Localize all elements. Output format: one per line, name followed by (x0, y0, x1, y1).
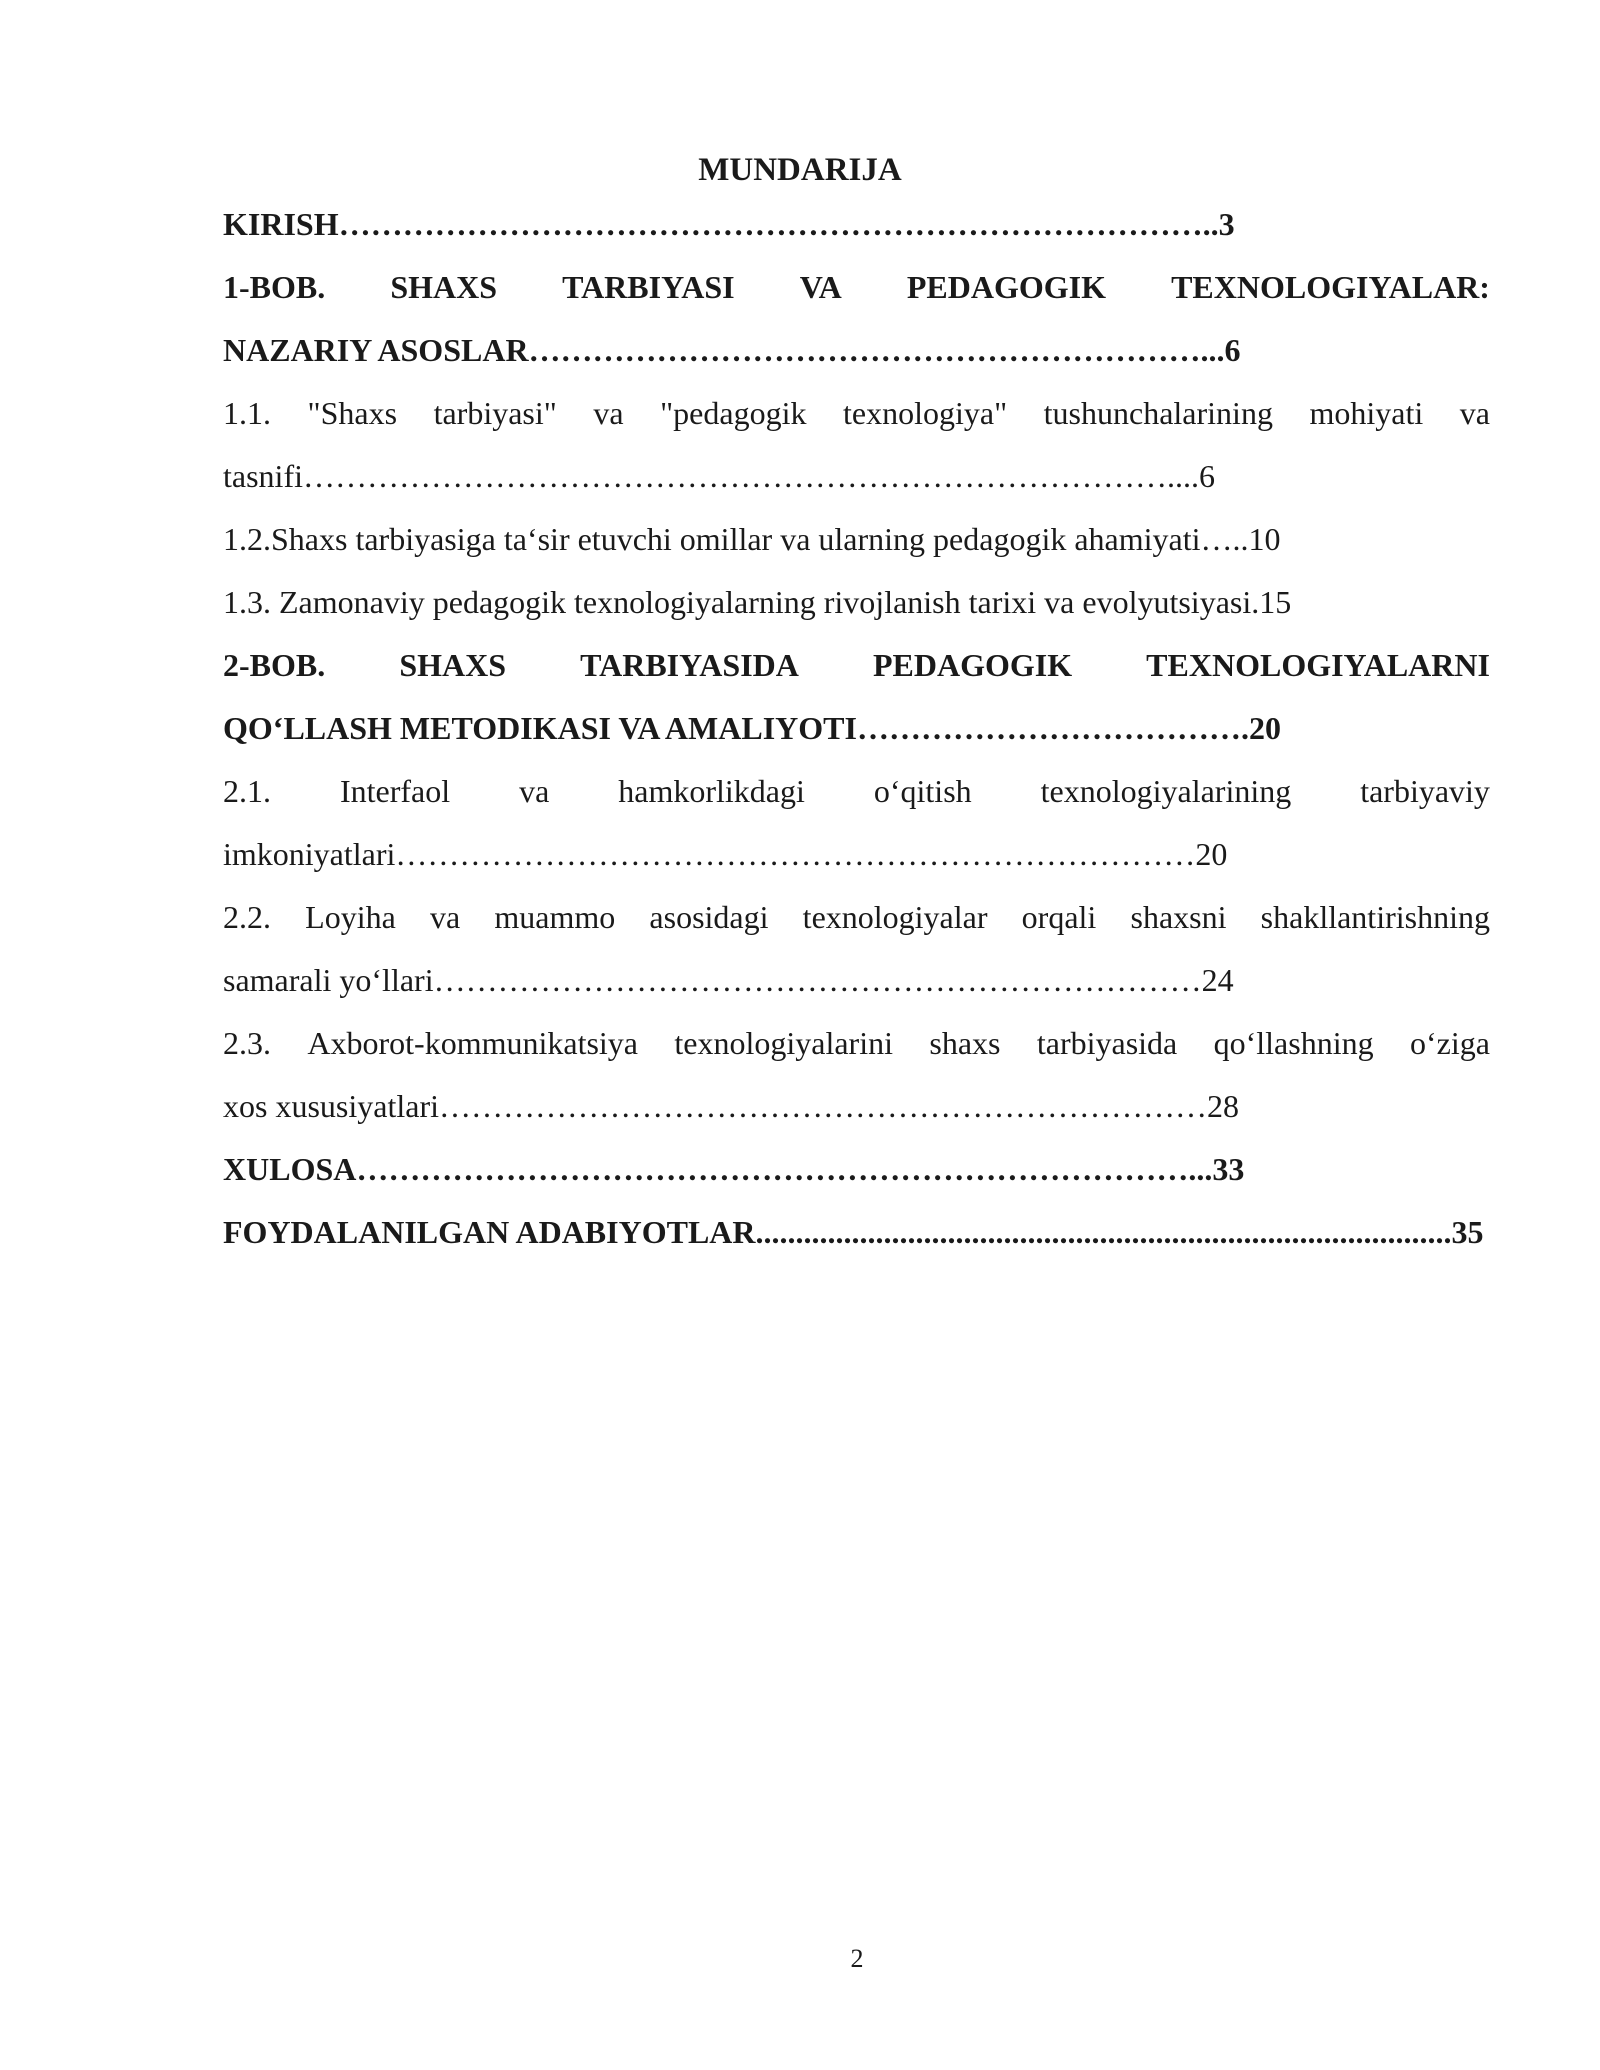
toc-word: "pedagogik (660, 395, 807, 431)
toc-word: 2.1. (223, 773, 271, 809)
toc-entry-chapter-1-title (223, 256, 1490, 319)
toc-word: tushunchalarining (1043, 395, 1273, 431)
toc-word: va (593, 395, 624, 431)
toc-word: SHAXS (390, 269, 498, 305)
toc-word: 1.1. (223, 395, 271, 431)
toc-entry-2-1-continued: imkoniyatlari…………………………………………………………………20 (223, 836, 1228, 872)
toc-word: TARBIYASI (562, 269, 735, 305)
toc-word: 1-BOB. (223, 269, 326, 305)
toc-entry-chapter-1-subtitle: NAZARIY ASOSLAR………………………………………………………...6 (223, 332, 1241, 368)
toc-word: mohiyati (1309, 395, 1424, 431)
toc-word: SHAXS (399, 647, 507, 683)
toc-word: TEXNOLOGIYALAR: (1171, 269, 1490, 305)
toc-entry-2-1 (223, 760, 1490, 823)
toc-entry-1-2: 1.2.Shaxs tarbiyasiga ta‘sir etuvchi omillar va ularning pedagogik ahamiyati…..10 (223, 521, 1281, 557)
toc-word: va (429, 899, 461, 935)
toc-word: 2.3. (223, 1025, 271, 1061)
toc-word: VA (799, 269, 842, 305)
toc-word: texnologiyalarini (674, 1025, 893, 1061)
toc-word: TEXNOLOGIYALARNI (1146, 647, 1490, 683)
toc-entry-foydalanilgan-adabiyotlar: FOYDALANILGAN ADABIYOTLAR.......................................................................................35 (223, 1214, 1484, 1250)
toc-word: Loyiha (305, 899, 396, 935)
toc-word: hamkorlikdagi (618, 773, 805, 809)
toc-word: Axborot-kommunikatsiya (307, 1025, 638, 1061)
toc-entry-2-2-continued: samarali yo‘llari………………………………………………………………24 (223, 962, 1234, 998)
toc-word: Interfaol (339, 773, 451, 809)
toc-word: tarbiyasida (1036, 1025, 1178, 1061)
toc-word: muammo (494, 899, 616, 935)
table-of-contents (223, 193, 1490, 1264)
toc-word: PEDAGOGIK (906, 269, 1106, 305)
toc-word: 2-BOB. (223, 647, 326, 683)
toc-word: shaxs (929, 1025, 1001, 1061)
toc-word: PEDAGOGIK (872, 647, 1073, 683)
toc-word: tarbiyaviy (1360, 773, 1490, 809)
toc-word: o‘ziga (1409, 1025, 1490, 1061)
toc-word: va (519, 773, 550, 809)
page-number: 2 (850, 1944, 864, 1973)
toc-entry-1-1 (223, 382, 1490, 445)
toc-entry-2-3-continued: xos xususiyatlari………………………………………………………………28 (223, 1088, 1239, 1124)
toc-word: tarbiyasi" (433, 395, 557, 431)
toc-title: MUNDARIJA (698, 152, 902, 188)
toc-word: shakllantirishning (1260, 899, 1490, 935)
toc-word: va (1459, 395, 1490, 431)
toc-entry-chapter-2-subtitle: QO‘LLASH METODIKASI VA AMALIYOTI……………………………….20 (223, 710, 1281, 746)
toc-word: shaxsni (1130, 899, 1227, 935)
toc-word: 2.2. (223, 899, 271, 935)
toc-entry-2-3 (223, 1012, 1490, 1075)
toc-word: TARBIYASIDA (580, 647, 799, 683)
toc-entry-chapter-2-title (223, 634, 1490, 697)
toc-word: qo‘llashning (1213, 1025, 1374, 1061)
toc-word: orqali (1021, 899, 1097, 935)
toc-entry-kirish: KIRISH………………………………………………………………………..3 (223, 206, 1235, 242)
toc-entry-1-1-continued: tasnifi………………………………………………………………………....6 (223, 458, 1215, 494)
toc-word: o‘qitish (873, 773, 972, 809)
toc-word: texnologiyalar (802, 899, 988, 935)
toc-word: texnologiyalarining (1040, 773, 1292, 809)
toc-entry-xulosa: XULOSA……………………………………………………………………...33 (223, 1151, 1245, 1187)
toc-entry-1-3: 1.3. Zamonaviy pedagogik texnologiyalarning rivojlanish tarixi va evolyutsiyasi.15 (223, 584, 1292, 620)
toc-word: texnologiya" (842, 395, 1008, 431)
toc-entry-2-2 (223, 886, 1490, 949)
toc-word: asosidagi (649, 899, 769, 935)
toc-word: "Shaxs (307, 395, 398, 431)
